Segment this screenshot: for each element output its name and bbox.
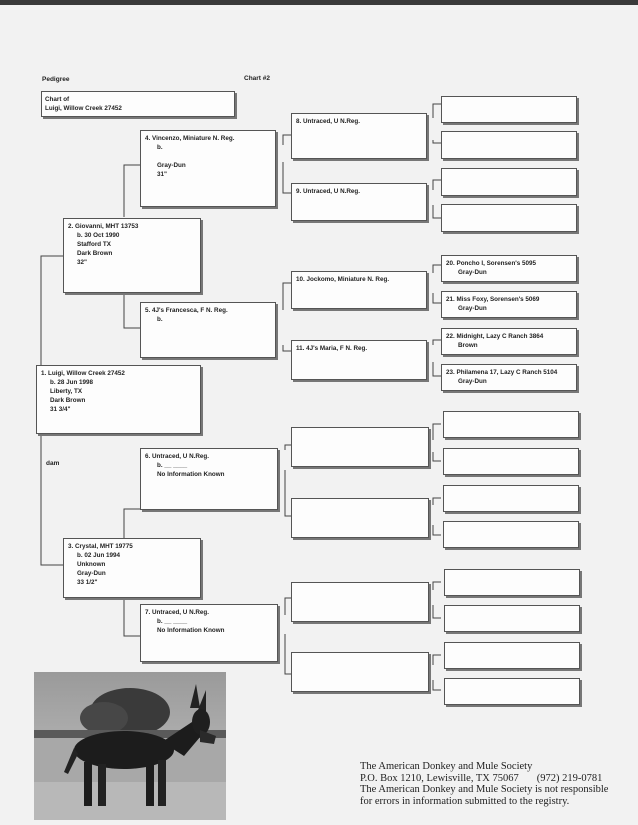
pedigree-box-17: [441, 131, 577, 159]
animal-name: 22. Midnight, Lazy C Ranch 3864: [446, 333, 544, 340]
pedigree-box-20: [441, 255, 577, 282]
society-phone: (972) 219-0781: [536, 772, 603, 784]
dam-label: dam: [46, 460, 60, 467]
animal-dob: b. 30 Oct 1990: [77, 232, 120, 239]
animal-name: 11. 4J's Maria, F N. Reg.: [296, 345, 368, 352]
pedigree-box-21: [441, 291, 577, 318]
pedigree-box-23: [441, 364, 577, 391]
pedigree-box-18: [441, 168, 577, 196]
chart-of-label: Chart of: [45, 96, 70, 103]
animal-name: 3. Crystal, MHT 19775: [68, 543, 133, 550]
donkey-photo: [34, 672, 226, 820]
disclaimer-line-1: The American Donkey and Mule Society is not responsible: [360, 784, 609, 796]
pedigree-box-6: [140, 448, 278, 510]
pedigree-box-28: [444, 569, 580, 596]
society-footer: [360, 761, 635, 807]
pedigree-box-7: [140, 604, 278, 662]
animal-dob: b.: [157, 316, 163, 323]
society-name: The American Donkey and Mule Society: [360, 761, 533, 772]
animal-height: 31 3/4": [50, 406, 71, 413]
animal-color: Gray-Dun: [458, 305, 487, 312]
pedigree-box-11: [291, 340, 427, 380]
pedigree-box-3: [63, 538, 201, 598]
animal-dob: b. __ ____: [157, 618, 188, 625]
animal-name: 7. Untraced, U N.Reg.: [145, 609, 210, 616]
pedigree-box-30: [444, 642, 580, 669]
pedigree-box-9: [291, 183, 427, 221]
animal-name: 4. Vincenzo, Miniature N. Reg.: [145, 135, 235, 142]
animal-height: 32": [77, 259, 87, 266]
pedigree-box-24: [443, 411, 579, 438]
animal-color: Dark Brown: [50, 397, 86, 404]
pedigree-box-19: [441, 204, 577, 232]
pedigree-box-14: [291, 582, 429, 622]
animal-color: Gray-Dun: [458, 269, 487, 276]
pedigree-box-15: [291, 652, 429, 692]
pedigree-box-26: [443, 485, 579, 512]
animal-height: 33 1/2": [77, 579, 98, 586]
animal-name: 1. Luigi, Willow Creek 27452: [41, 370, 125, 377]
pedigree-box-16: [441, 96, 577, 123]
animal-color: Gray-Dun: [458, 378, 487, 385]
animal-color: Gray-Dun: [77, 570, 106, 577]
animal-name: 23. Philamena 17, Lazy C Ranch 5104: [446, 369, 558, 376]
animal-name: 5. 4J's Francesca, F N. Reg.: [145, 307, 228, 314]
pedigree-box-27: [443, 521, 579, 548]
pedigree-box-2: [63, 218, 201, 293]
animal-name: 6. Untraced, U N.Reg.: [145, 453, 210, 460]
animal-height: 31": [157, 171, 167, 178]
animal-color: Dark Brown: [77, 250, 113, 257]
pedigree-box-25: [443, 448, 579, 475]
animal-dob: b.: [157, 144, 163, 151]
animal-note: No Information Known: [157, 627, 225, 634]
pedigree-box-13: [291, 498, 429, 538]
disclaimer-line-2: for errors in information submitted to the registry.: [360, 795, 570, 807]
animal-name: 20. Poncho I, Sorensen's 5095: [446, 260, 537, 267]
animal-name: 9. Untraced, U N.Reg.: [296, 188, 361, 195]
society-address-line: [360, 773, 635, 785]
pedigree-box-1: [36, 365, 201, 434]
pedigree-box-4: [140, 130, 276, 207]
society-address: P.O. Box 1210, Lewisville, TX 75067: [360, 772, 519, 784]
pedigree-box-12: [291, 427, 429, 467]
animal-color: Gray-Dun: [157, 162, 186, 169]
spacer: [145, 152, 271, 161]
animal-note: No Information Known: [157, 471, 225, 478]
chart-of-name: Luigi, Willow Creek 27452: [45, 105, 122, 112]
animal-dob: b. __ ____: [157, 462, 188, 469]
animal-color: Brown: [458, 342, 478, 349]
animal-name: 10. Jockomo, Miniature N. Reg.: [296, 276, 390, 283]
chart-number-label: Chart #2: [244, 75, 271, 82]
animal-name: 21. Miss Foxy, Sorensen's 5069: [446, 296, 540, 303]
pedigree-box-5: [140, 302, 276, 358]
pedigree-label: Pedigree: [42, 76, 70, 83]
pedigree-box-29: [444, 605, 580, 632]
pedigree-box-22: [441, 328, 577, 355]
chart-of-box: [41, 91, 235, 117]
animal-birthplace: Unknown: [77, 561, 106, 568]
animal-birthplace: Stafford TX: [77, 241, 111, 248]
animal-dob: b. 28 Jun 1998: [50, 379, 94, 386]
pedigree-box-31: [444, 678, 580, 705]
pedigree-box-8: [291, 113, 427, 159]
animal-birthplace: Liberty, TX: [50, 388, 83, 395]
animal-name: 2. Giovanni, MHT 13753: [68, 223, 139, 230]
animal-dob: b. 02 Jun 1994: [77, 552, 121, 559]
pedigree-box-10: [291, 271, 427, 309]
animal-name: 8. Untraced, U N.Reg.: [296, 118, 361, 125]
